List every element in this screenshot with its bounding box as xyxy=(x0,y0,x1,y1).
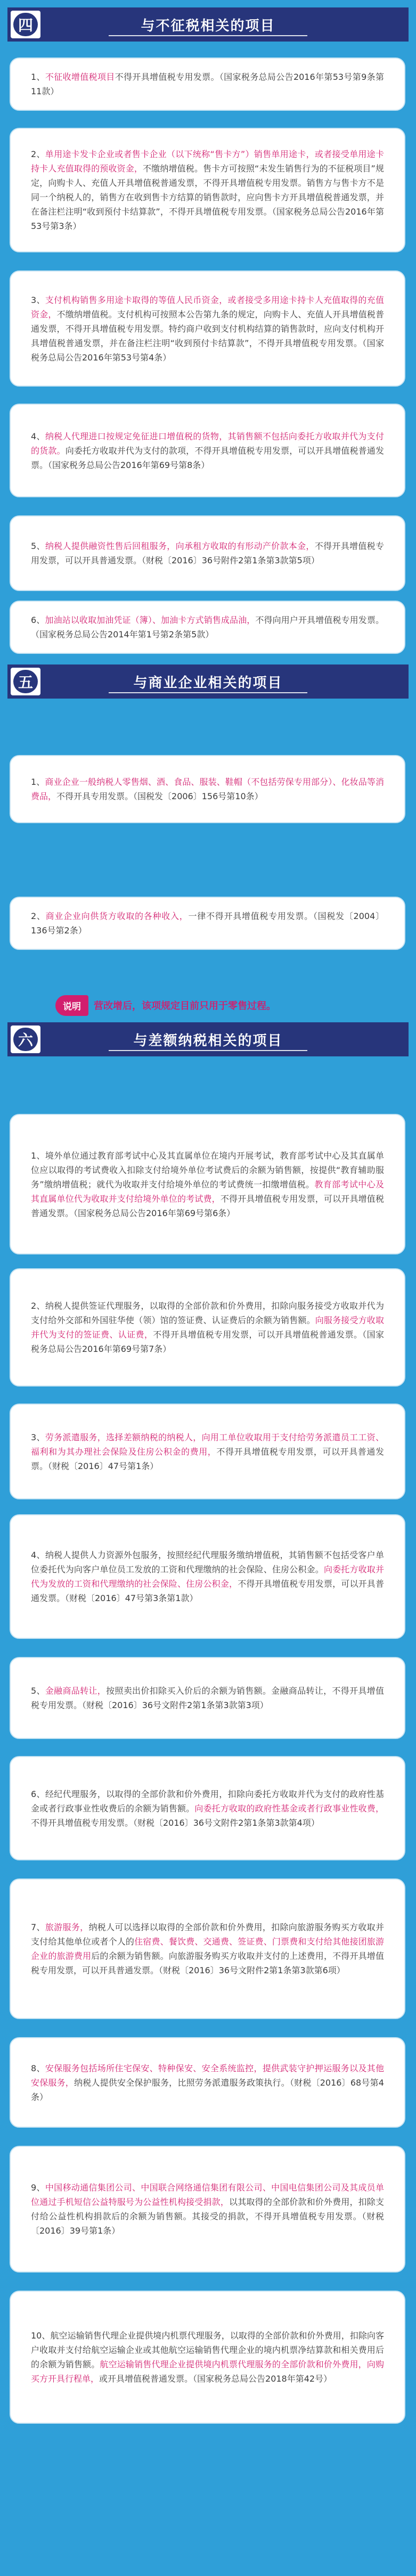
text-run: 4、 xyxy=(31,431,45,441)
item-card xyxy=(10,1514,405,1639)
highlighted-text: 安保服务包括场所住宅保安、特种保安、安全系统监控，提供武装守护押运服务以及其他安保服务， xyxy=(31,2063,384,2088)
item-card xyxy=(10,1878,405,2019)
text-run: 不得开具增值税专用发票，可以开具普通发票。（财税〔2016〕47号第3条第1款） xyxy=(31,1579,384,1603)
highlighted-text: 向服务接受方收取并代为支付的签证费、认证费， xyxy=(31,1315,384,1340)
text-run: 以其取得的全部价款和价外费用，扣除支付给公益性机构捐款后的余额为销售额。其接受的捐款，不得开具增值税专用发票。（财税〔2016〕39号第1条） xyxy=(31,2197,384,2236)
section-number: 四 xyxy=(13,13,38,36)
item-card xyxy=(10,1756,405,1860)
highlighted-text: 纳税人代理进口按规定免征进口增值税的货物，其销售额不包括向委托方收取并代为支付的货款。 xyxy=(31,431,384,456)
text-run: 不得开具增值税专用发票，可以开具普通发票。（财税〔2016〕36号附件2第1条第3款第5项） xyxy=(31,541,384,565)
highlighted-text: 纳税人提供融资性售后回租服务，向承租方收取的有形动产价款本金， xyxy=(45,541,315,551)
item-text xyxy=(31,2061,384,2104)
item-card xyxy=(10,58,405,111)
section-number: 五 xyxy=(13,670,38,693)
highlighted-text: 航空运输销售代理企业提供境内机票代理服务的全部价款和价外费用，向购买方开具行程单， xyxy=(31,2359,384,2384)
text-run: 不缴纳增值税。售卡方可按照“未发生销售行为的不征税项目”规定，向购卡人、充值人开具增值税普通发票，不得开具增值税专用发票。销售方与售卡方不是同一个纳税人的，销售方在收到售卡方结算的销售款时，应向售卡方开具增值税普通发票，并在备注栏注明“收到预付卡结算款”，不得开具增值税专用发票。（国家税务总局公告2016年第53号第3条） xyxy=(31,163,384,231)
item-text xyxy=(31,1430,384,1473)
item-card xyxy=(10,897,405,950)
highlighted-text: 商业企业一般纳税人零售烟、酒、食品、服装、鞋帽（不包括劳保专用部分）、化妆品等消费品， xyxy=(31,777,384,801)
item-text xyxy=(31,429,384,472)
text-run: 7、 xyxy=(31,1922,45,1932)
item-text xyxy=(31,147,384,233)
text-run: 不得向用户开具增值税专用发票。（国家税务总局公告2014年第1号第2条第5款） xyxy=(31,615,384,639)
text-run: 后的余额为销售额。向旅游服务购买方收取并支付的上述费用，不得开具增值税专用发票，可以开具普通发票。（财税〔2016〕36号文附件2第1条第3款第6项） xyxy=(31,1951,384,1975)
text-run: 3、 xyxy=(31,1432,45,1442)
item-text xyxy=(31,293,384,365)
section-underline xyxy=(109,692,307,693)
item-text xyxy=(31,1684,384,1712)
item-text xyxy=(31,775,384,803)
item-card xyxy=(10,515,405,591)
section-underline xyxy=(109,1050,307,1051)
text-run: 一律不得开具增值税专用发票。（国税发〔2004〕136号第2条） xyxy=(31,911,384,936)
section-underline xyxy=(109,35,307,36)
item-text xyxy=(31,1148,384,1220)
text-run: 不得开具增值税专用发票，可以开具增值税普通发票。（国家税务总局公告2016年第69号第7条） xyxy=(31,1330,384,1354)
item-card xyxy=(10,2037,405,2128)
highlighted-text: 教育部考试中心及其直属单位代为收取并支付给境外单位的考试费， xyxy=(31,1179,384,1204)
text-run: 不得开具增值税专用发票，可以开具普通发票。（财税〔2016〕47号第1条） xyxy=(31,1446,384,1471)
text-run: 不得开具增值税专用发票。（财税〔2016〕36号文附件2第1条第3款第4项） xyxy=(31,1817,320,1828)
text-run: 1、 xyxy=(31,777,45,787)
text-run: 不得开具专用发票。（国税发〔2006〕156号第10条） xyxy=(56,791,263,801)
highlighted-text: 住宿费、餐饮费、交通费、签证费、门票费和支付给其他接团旅游企业的旅游费用 xyxy=(31,1937,384,1961)
text-run: 或开具增值税普通发票。（国家税务总局公告2018年第42号） xyxy=(99,2374,332,2384)
highlighted-text: 单用途卡发卡企业或者售卡企业（以下统称“售卡方”）销售单用途卡，或者接受单用途卡持卡人充值取得的预收资金， xyxy=(31,149,384,174)
highlighted-text: 不征收增值税项目 xyxy=(45,72,115,82)
item-text xyxy=(31,1548,384,1605)
highlighted-text: 支付机构销售多用途卡取得的等值人民币资金，或者接受多用途卡持卡人充值取得的充值资金， xyxy=(31,294,384,319)
text-run: 6、 xyxy=(31,615,45,625)
highlighted-text: 中国移动通信集团公司、中国联合网络通信集团有限公司、中国电信集团公司及其成员单位通过手机短信公益特服号为公益性机构接受捐款， xyxy=(31,2183,384,2207)
text-run: 4、纳税人提供人力资源外包服务，按照经纪代理服务缴纳增值税，其销售额不包括受客户单位委托代为向客户单位员工发放的工资和代理缴纳的社会保险、住房公积金。 xyxy=(31,1550,384,1574)
item-card xyxy=(10,270,405,387)
note-bar xyxy=(55,993,360,1018)
item-text xyxy=(31,909,384,938)
text-run: 9、 xyxy=(31,2183,45,2193)
item-text xyxy=(31,1920,384,1978)
highlighted-text: 向委托方收取并代为发放的工资和代理缴纳的社会保险、住房公积金， xyxy=(31,1564,384,1589)
item-text xyxy=(31,613,384,642)
note-label: 说明 xyxy=(55,995,88,1016)
item-text xyxy=(31,2328,384,2386)
text-run: 3、 xyxy=(31,294,45,305)
highlighted-text: 商业企业向供货方收取的各种收入， xyxy=(45,911,189,921)
highlighted-text: 加油站以收取加油凭证（簿）、加油卡方式销售成品油， xyxy=(45,615,256,625)
item-text xyxy=(31,1299,384,1356)
highlighted-text: 旅游服务， xyxy=(45,1922,89,1932)
item-card xyxy=(10,1404,405,1499)
text-run: 向委托方收取并代为支付的款项，不得开具增值税专用发票，可以开具增值税普通发票。（国家税务总局公告2016年第69号第8条） xyxy=(31,445,384,470)
section-header-4 xyxy=(7,7,409,42)
section-number: 六 xyxy=(13,1028,38,1051)
text-run: 10、航空运输销售代理企业提供境内机票代理服务，以取得的全部价款和价外费用，扣除向客户收取并支付给航空运输企业或其他航空运输销售代理企业的境内机票净结算款和相关费用后的余额为销售额。 xyxy=(31,2331,384,2369)
text-run: 8、 xyxy=(31,2063,45,2073)
text-run: 5、 xyxy=(31,1686,45,1696)
section-title: 与商业企业相关的项目 xyxy=(133,675,283,691)
highlighted-text: 向委托方收取的政府性基金或者行政事业性收费， xyxy=(194,1803,384,1814)
text-run: 不得开具增值税专用发票，可以开具增值税普通发票。（国家税务总局公告2016年第69号第6条） xyxy=(31,1193,384,1218)
item-card xyxy=(10,1657,405,1739)
item-card xyxy=(10,601,405,654)
text-run: 不缴纳增值税。支付机构可按照本公告第九条的规定，向购卡人、充值人开具增值税普通发票，不得开具增值税专用发票。特约商户收到支付机构结算的销售款时，应向支付机构开具增值税普通发票，并在备注栏注明“收到预付卡结算款”，不得开具增值税专用发票。（国家税务总局公告2016年第53号第4条） xyxy=(31,309,384,363)
item-card xyxy=(10,755,405,823)
item-card xyxy=(10,128,405,252)
section-header-6 xyxy=(7,1022,409,1056)
section-title: 与不征税相关的项目 xyxy=(141,18,275,34)
item-card xyxy=(10,2146,405,2273)
highlighted-text: 劳务派遣服务，选择差额纳税的纳税人，向用工单位收取用于支付给劳务派遣员工工资、福利和为其办理社会保险及住房公积金的费用， xyxy=(31,1432,384,1457)
item-card xyxy=(10,1268,405,1387)
text-run: 纳税人提供安全保护服务，比照劳务派遣服务政策执行。（财税〔2016〕68号第4条） xyxy=(31,2077,384,2102)
note-text: 营改增后，该项规定目前只用于零售过程。 xyxy=(94,1000,276,1012)
item-text xyxy=(31,539,384,568)
text-run: 1、 xyxy=(31,72,45,82)
item-card xyxy=(10,2291,405,2424)
text-run: 按照卖出价扣除买入价后的余额为销售额。金融商品转让，不得开具增值税专用发票。（财税〔2016〕36号文附件2第1条第3款第3项） xyxy=(31,1686,384,1710)
item-card xyxy=(10,1114,405,1254)
text-run: 2、 xyxy=(31,149,45,159)
item-text xyxy=(31,1787,384,1830)
item-text xyxy=(31,70,384,99)
text-run: 5、 xyxy=(31,541,45,551)
item-card xyxy=(10,404,405,497)
highlighted-text: 金融商品转让， xyxy=(45,1686,107,1696)
text-run: 2、纳税人提供签证代理服务，以取得的全部价款和价外费用，扣除向服务接受方收取并代为支付给外交部和外国驻华使（领）馆的签证费、认证费后的余额为销售额。 xyxy=(31,1301,384,1325)
text-run: 6、经纪代理服务，以取得的全部价款和价外费用，扣除向委托方收取并代为支付的政府性基金或者行政事业性收费后的余额为销售额。 xyxy=(31,1789,384,1814)
text-run: 纳税人可以选择以取得的全部价款和价外费用，扣除向旅游服务购买方收取并支付给其他单位或者个人的 xyxy=(31,1922,384,1947)
text-run: 不得开具增值税专用发票。（国家税务总局公告2016年第53号第9条第11款） xyxy=(31,72,384,96)
item-text xyxy=(31,2180,384,2238)
text-run: 1、境外单位通过教育部考试中心及其直属单位在境内开展考试，教育部考试中心及其直属单位应以取得的考试费收入扣除支付给境外单位考试费后的余额为销售额，按提供“教育辅助服务”缴纳增值税；就代为收取并支付给境外单位的考试费统一扣缴增值税。 xyxy=(31,1150,384,1189)
section-title: 与差额纳税相关的项目 xyxy=(133,1032,283,1049)
text-run: 2、 xyxy=(31,911,46,921)
section-header-5 xyxy=(7,664,409,699)
